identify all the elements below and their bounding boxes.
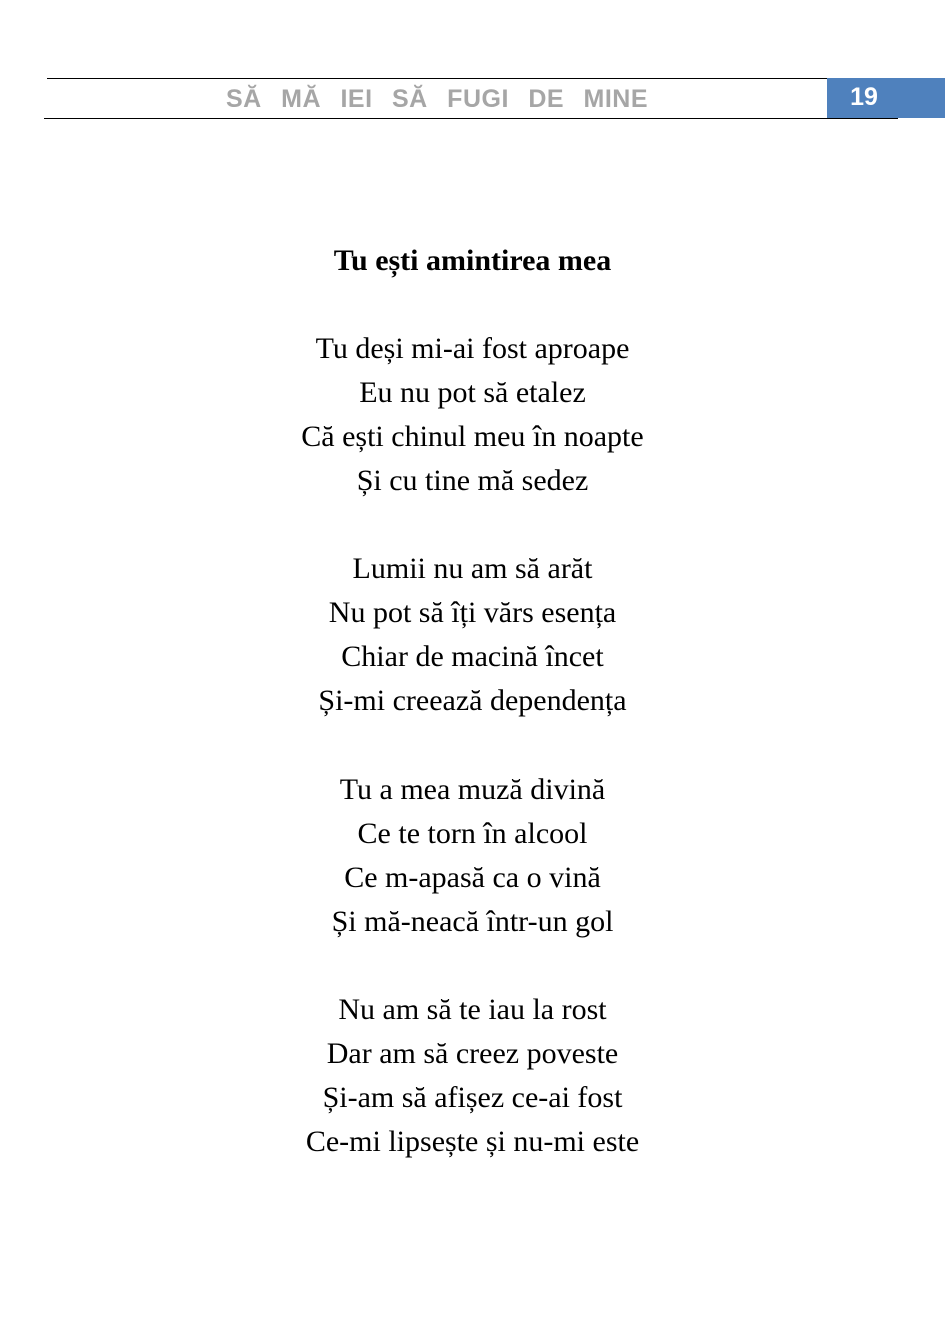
stanza-2 — [0, 547, 945, 723]
poem-line: Ce te torn în alcool — [357, 817, 588, 850]
poem-line: Și mă-neacă într-un gol — [331, 905, 614, 938]
header-rule-top — [47, 78, 827, 79]
poem-line: Și-am să afișez ce-ai fost — [322, 1081, 623, 1114]
poem-line: Tu a mea muză divină — [339, 773, 606, 806]
header-rule-bottom — [44, 118, 898, 119]
poem-line: Nu am să te iau la rost — [338, 993, 607, 1026]
page-number-box — [827, 78, 945, 118]
poem-line: Lumii nu am să arăt — [352, 552, 593, 585]
poem-line: Ce-mi lipsește și nu-mi este — [305, 1125, 640, 1158]
poem-line: Dar am să creez poveste — [326, 1037, 619, 1070]
poem-line: Chiar de macină încet — [341, 640, 604, 673]
poem-line: Tu deși mi-ai fost aproape — [315, 332, 630, 365]
poem-line: Eu nu pot să etalez — [359, 376, 586, 409]
page-number: 19 — [850, 83, 878, 111]
running-title: SĂ MĂ IEI SĂ FUGI DE MINE — [225, 85, 649, 113]
stanza-3 — [0, 768, 945, 944]
poem-line: Nu pot să îți vărs esența — [328, 596, 617, 629]
poem-title: Tu ești amintirea mea — [333, 244, 612, 277]
poem-line: Ce m-apasă ca o vină — [344, 861, 601, 894]
poem-line: Că ești chinul meu în noapte — [301, 420, 644, 453]
poem-line: Și-mi creează dependența — [318, 684, 627, 717]
stanza-4 — [0, 988, 945, 1164]
stanza-1 — [0, 327, 945, 503]
poem-line: Și cu tine mă sedez — [356, 464, 589, 497]
